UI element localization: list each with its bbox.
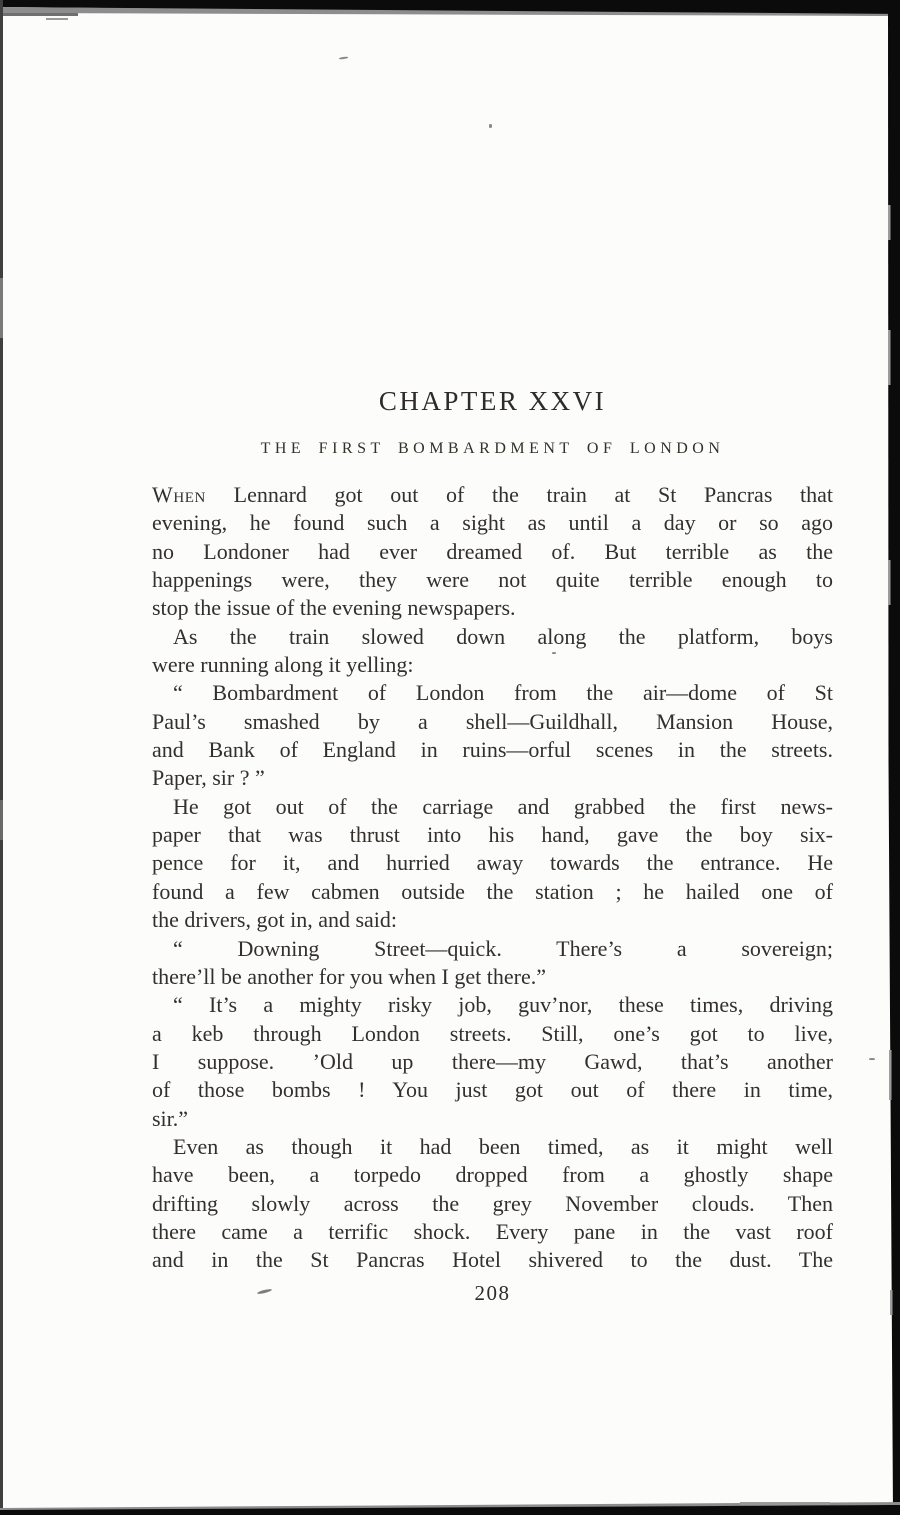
- text-line: paper that was thrust into his hand, gave the boy six-: [152, 822, 833, 848]
- text-line: “ It’s a mighty risky job, guv’nor, these times, driving: [173, 992, 833, 1018]
- text-line: When Lennard got out of the train at St Pancras that: [152, 482, 833, 507]
- text-line: stop the issue of the evening newspapers.: [152, 595, 516, 621]
- text-line: As the train slowed down along the platform, boys: [173, 623, 833, 649]
- text-line: and in the St Pancras Hotel shivered to the dust. The: [152, 1247, 833, 1273]
- body-text: [152, 481, 833, 1275]
- text-line: evening, he found such a sight as until a day or so ago: [152, 510, 833, 536]
- text-line: Paper, sir ? ”: [152, 765, 265, 791]
- page-number: 208: [474, 1281, 511, 1305]
- text-line: have been, a torpedo dropped from a ghostly shape: [152, 1162, 833, 1188]
- text-line: the drivers, got in, and said:: [152, 907, 398, 933]
- text-line: “ Bombardment of London from the air—dome of St: [173, 680, 833, 706]
- scan-speck: [869, 1058, 875, 1060]
- text-line: found a few cabmen outside the station ; he hailed one of: [152, 878, 833, 904]
- text-line: sir.”: [152, 1105, 189, 1131]
- scan-speck: [552, 652, 556, 654]
- chapter-heading: CHAPTER XXVI: [378, 386, 607, 416]
- text-line: pence for it, and hurried away towards the entrance. He: [152, 850, 833, 876]
- text-line: Paul’s smashed by a shell—Guildhall, Mansion House,: [152, 708, 833, 734]
- text-line: no Londoner had ever dreamed of. But terrible as the: [152, 538, 833, 564]
- text-line: drifting slowly across the grey November clouds. Then: [152, 1190, 833, 1216]
- scan-speck: [489, 124, 492, 128]
- text-line: “ Downing Street—quick. There’s a sovereign;: [173, 935, 833, 961]
- text-line: Even as though it had been timed, as it might well: [173, 1133, 833, 1159]
- text-line: there’ll be another for you when I get there.”: [152, 963, 546, 989]
- text-line: were running along it yelling:: [152, 652, 414, 678]
- text-line: there came a terrific shock. Every pane in the vast roof: [152, 1218, 833, 1244]
- small-caps-lead: When: [152, 482, 206, 507]
- chapter-subtitle: THE FIRST BOMBARDMENT OF LONDON: [260, 440, 725, 457]
- text-line: of those bombs ! You just got out of there in time,: [152, 1077, 833, 1103]
- text-line: He got out of the carriage and grabbed the first news-: [173, 793, 833, 819]
- text-line: happenings were, they were not quite terrible enough to: [152, 567, 833, 593]
- text-line: a keb through London streets. Still, one’s got to live,: [152, 1020, 833, 1046]
- text-line: I suppose. ’Old up there—my Gawd, that’s another: [152, 1048, 833, 1074]
- text-line: and Bank of England in ruins—orful scenes in the streets.: [152, 737, 833, 763]
